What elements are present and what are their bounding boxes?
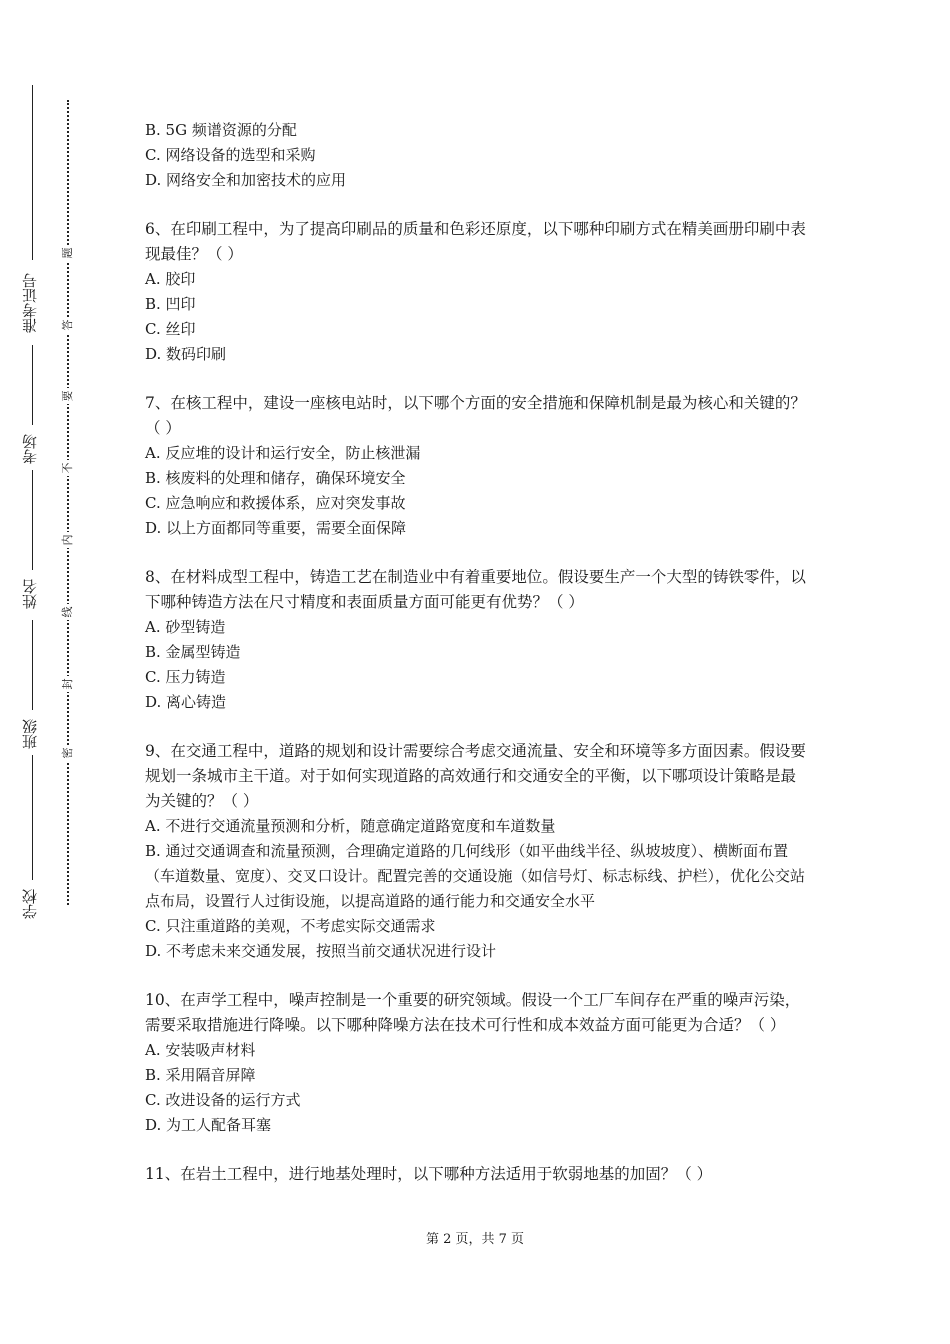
exam-id-field — [22, 85, 44, 345]
seal-char: 要 — [60, 388, 76, 404]
option: A. 胶印 — [145, 270, 196, 288]
option: A. 不进行交通流量预测和分析，随意确定道路宽度和车道数量 — [145, 817, 556, 835]
seal-char: 内 — [60, 532, 76, 548]
option: A. 砂型铸造 — [145, 618, 226, 636]
question-text: 11、在岩土工程中，进行地基处理时，以下哪种方法适用于软弱地基的加固？（ ） — [145, 1165, 713, 1183]
name-field — [22, 470, 44, 620]
question-text: 7、在核工程中，建设一座核电站时，以下哪个方面的安全措施和保障机制是最为核心和关键的？（ ） — [145, 394, 806, 437]
name-label: 姓名 — [21, 579, 39, 609]
question-text: 6、在印刷工程中，为了提高印刷品的质量和色彩还原度，以下哪种印刷方式在精美画册印刷中表现最佳？（ ） — [145, 220, 806, 263]
seal-char: 不 — [60, 460, 76, 476]
question-8 — [145, 565, 810, 715]
option: C. 改进设备的运行方式 — [145, 1091, 301, 1109]
option: B. 采用隔音屏障 — [145, 1066, 256, 1084]
class-label: 班级 — [21, 719, 39, 749]
option: A. 反应堆的设计和运行安全，防止核泄漏 — [145, 444, 421, 462]
question-text: 9、在交通工程中，道路的规划和设计需要综合考虑交通流量、安全和环境等多方面因素。假设要规划一条城市主干道。对于如何实现道路的高效通行和交通安全的平衡，以下哪项设计策略是最为关键的？（ ） — [145, 742, 806, 810]
option: C. 只注重道路的美观，不考虑实际交通需求 — [145, 917, 436, 935]
carryover-options — [145, 118, 810, 193]
seal-char: 密 — [60, 745, 76, 761]
question-6 — [145, 217, 810, 367]
question-10 — [145, 988, 810, 1138]
seal-char: 线 — [60, 604, 76, 620]
question-list — [145, 118, 810, 1211]
class-field — [22, 620, 44, 755]
question-9 — [145, 739, 810, 964]
option: B. 5G 频谱资源的分配 — [145, 121, 297, 139]
option: D. 不考虑未来交通发展，按照当前交通状况进行设计 — [145, 942, 497, 960]
question-11 — [145, 1162, 810, 1187]
option: C. 压力铸造 — [145, 668, 226, 686]
option: C. 网络设备的选型和采购 — [145, 146, 316, 164]
option: B. 通过交通调查和流量预测，合理确定道路的几何线形（如平曲线半径、纵坡坡度）、横断面布置（车道数量、宽度）、交叉口设计。配置完善的交通设施（如信号灯、标志标线、护栏），优化公交站点布局，设置行人过街设施，以提高道路的通行能力和交通安全水平 — [145, 842, 806, 910]
option: D. 数码印刷 — [145, 345, 227, 363]
option: D. 为工人配备耳塞 — [145, 1116, 272, 1134]
option: D. 离心铸造 — [145, 693, 227, 711]
exam-room-label: 考场 — [21, 434, 39, 464]
school-label: 学校 — [21, 889, 39, 919]
page-number: 第 2 页，共 7 页 — [425, 1232, 525, 1247]
option: D. 以上方面都同等重要，需要全面保障 — [145, 519, 407, 537]
exam-id-label: 准考证号 — [21, 273, 39, 333]
binding-margin — [0, 0, 74, 1344]
seal-char: 答 — [60, 317, 76, 333]
option: C. 丝印 — [145, 320, 196, 338]
option: D. 网络安全和加密技术的应用 — [145, 171, 347, 189]
school-field — [22, 755, 44, 930]
option: A. 安装吸声材料 — [145, 1041, 256, 1059]
seal-char: 题 — [60, 245, 76, 261]
option: C. 应急响应和救援体系，应对突发事故 — [145, 494, 406, 512]
seal-char: 封 — [60, 676, 76, 692]
question-text: 10、在声学工程中，噪声控制是一个重要的研究领域。假设一个工厂车间存在严重的噪声污染，需要采取措施进行降噪。以下哪种降噪方法在技术可行性和成本效益方面可能更为合适？（ ） — [145, 991, 801, 1034]
option: B. 金属型铸造 — [145, 643, 241, 661]
exam-room-field — [22, 345, 44, 470]
seal-line — [67, 100, 69, 905]
question-text: 8、在材料成型工程中，铸造工艺在制造业中有着重要地位。假设要生产一个大型的铸铁零件，以下哪种铸造方法在尺寸精度和表面质量方面可能更有优势？（ ） — [145, 568, 806, 611]
option: B. 凹印 — [145, 295, 196, 313]
question-7 — [145, 391, 810, 541]
option: B. 核废料的处理和储存，确保环境安全 — [145, 469, 406, 487]
